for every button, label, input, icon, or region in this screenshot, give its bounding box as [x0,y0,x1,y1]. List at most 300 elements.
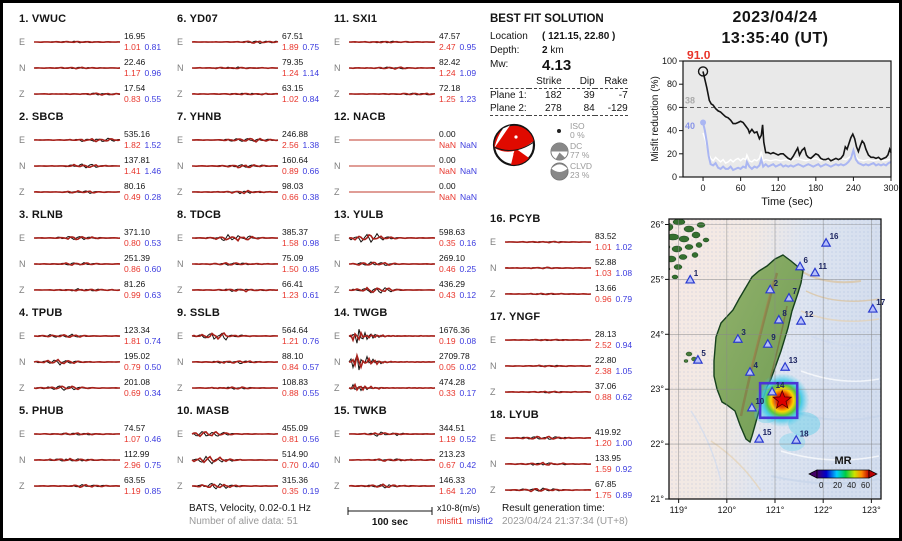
waveform-trace [32,179,122,205]
component-label: Z [334,383,340,393]
amplitude-value: 112.99 [124,449,150,459]
trace-row [490,379,642,405]
trace-values [280,325,329,347]
amplitude-value: 269.10 [439,253,465,263]
misfit2-value: 0.46 [144,434,162,444]
waveform-trace [347,349,437,375]
misfit-values [282,264,329,275]
misfit-values [439,336,486,347]
waveform-trace [347,81,437,107]
iso-value: 0 % [570,130,585,140]
waveform-trace [347,29,437,55]
misfit2-value: 0.85 [144,486,162,496]
misfit-values [282,434,329,445]
amplitude-value: 455.09 [282,423,308,433]
amplitude-value: 514.90 [282,449,308,459]
misfit1-value: 0.49 [124,192,141,202]
origin-time-panel [649,7,901,216]
amplitude-value: 67.85 [595,479,617,489]
svg-text:100: 100 [661,56,677,66]
trace-values [437,279,486,301]
trace-values [122,31,171,53]
trace-values [437,377,486,399]
misfit1-value: 0.70 [282,460,299,470]
station-block-twgb [334,303,486,401]
trace-row [490,353,642,379]
station-title: 1. VWUC [19,13,67,25]
misfit1-value: 1.64 [439,486,456,496]
amplitude-value: 1676.36 [439,325,470,335]
misfit-values [282,336,329,347]
misfit-values [124,336,171,347]
amplitude-value: 98.03 [282,181,304,191]
iso-dot-icon [555,127,563,135]
scalebar-label: 100 sec [371,517,409,528]
svg-text:123°: 123° [862,505,881,515]
component-label: E [177,135,184,145]
misfit1-value: 1.24 [439,68,456,78]
misfit1-value: 0.46 [439,264,456,274]
plane1-dip: 39 [583,90,595,101]
trace-values [437,423,486,445]
waveform-trace [347,251,437,277]
svg-text:40: 40 [685,120,696,131]
misfit-values [124,388,171,399]
trace-row [177,349,329,375]
component-label: E [490,335,497,345]
amplitude-value: 474.28 [439,377,465,387]
component-label: N [177,161,184,171]
trace-values [280,279,329,301]
component-label: Z [177,481,183,491]
component-label: Z [177,383,183,393]
misfit2-value: 0.40 [302,460,320,470]
location-value: ( 121.15, 22.80 ) [542,31,616,42]
dc-beachball-icon [550,142,569,161]
waveform-trace [32,447,122,473]
misfit2-value: 1.14 [302,68,320,78]
waveform-trace [190,225,280,251]
trace-values [593,427,642,449]
misfit1-value: 0.84 [282,362,299,372]
trace-row [334,447,486,473]
best-fit-solution-panel [490,13,642,209]
waveform-trace [190,421,280,447]
amplitude-value: 160.64 [282,155,308,165]
amplitude-value: 419.92 [595,427,621,437]
waveform-trace [32,375,122,401]
amplitude-value: 17.54 [124,83,146,93]
misfit2-value: 0.75 [144,460,162,470]
trace-values [280,377,329,399]
trace-values [122,155,171,177]
station-block-pcyb [490,209,642,307]
misfit1-value: 1.41 [124,166,141,176]
dc-label: DC [570,141,583,151]
filter-info: BATS, Velocity, 0.02-0.1 Hz [189,503,311,514]
focal-mechanism-beachball-icon [490,121,538,169]
misfit2-value: 1.09 [459,68,477,78]
amplitude-value: 535.16 [124,129,150,139]
mw-value: 4.13 [542,57,572,74]
misfit1-value: 1.23 [282,290,299,300]
component-label: N [19,161,26,171]
waveform-trace [503,379,593,405]
plane2-row [490,102,628,116]
amplitude-value: 195.02 [124,351,150,361]
component-label: Z [334,89,340,99]
rake-header: Rake [595,75,628,89]
misfit1-value: 0.33 [439,388,456,398]
trace-values [122,279,171,301]
svg-text:12: 12 [804,310,814,320]
misfit2-value: 0.95 [459,42,477,52]
station-title: 8. TDCB [177,209,222,221]
waveform-trace [347,179,437,205]
waveform-trace [32,277,122,303]
station-title: 2. SBCB [19,111,64,123]
trace-values [122,475,171,497]
misfit2-value: 0.74 [144,336,162,346]
component-label: N [490,459,497,469]
amplitude-value: 79.35 [282,57,304,67]
svg-text:15: 15 [762,428,772,438]
svg-text:4: 4 [753,361,758,371]
station-column-2 [177,9,329,499]
trace-row [19,473,171,499]
trace-row [177,179,329,205]
svg-text:16: 16 [829,232,839,242]
amplitude-value: 52.88 [595,257,617,267]
svg-text:7: 7 [792,287,797,297]
station-block-yhnb [177,107,329,205]
strike-header: Strike [529,75,562,89]
waveform-trace [347,473,437,499]
misfit1-value: 1.21 [282,336,299,346]
misfit2-value: 1.20 [459,486,477,496]
trace-row [19,447,171,473]
misfit2-value: 0.98 [302,238,320,248]
component-label: Z [19,383,25,393]
misfit-values [439,290,486,301]
misfit1-value: 1.75 [595,490,612,500]
trace-row [177,447,329,473]
misfit-values [282,362,329,373]
misfit-values [124,460,171,471]
trace-row [334,251,486,277]
waveform-trace [190,29,280,55]
misfit2-value: 0.79 [615,294,633,304]
amplitude-value: 22.80 [595,355,617,365]
waveform-trace [190,447,280,473]
waveform-trace [503,477,593,503]
component-label: N [334,357,341,367]
trace-row [334,29,486,55]
trace-values [280,155,329,177]
misfit1-value: 1.17 [124,68,141,78]
waveform-trace [32,55,122,81]
waveform-trace [347,153,437,179]
waveform-trace [503,255,593,281]
svg-text:20: 20 [833,481,842,490]
amplitude-value: 385.37 [282,227,308,237]
amplitude-value: 47.57 [439,31,461,41]
station-title: 15. TWKB [334,405,387,417]
plane2-dip: 84 [562,102,595,116]
component-label: Z [177,285,183,295]
component-label: N [177,63,184,73]
station-block-sslb [177,303,329,401]
svg-text:26°: 26° [651,219,664,230]
misfit2-value: 0.28 [144,192,162,202]
svg-text:300: 300 [883,183,899,193]
trace-row [177,421,329,447]
station-block-sxi1 [334,9,486,107]
misfit2-value: 1.00 [615,438,633,448]
misfit1-value: 1.19 [439,434,456,444]
misfit1-value: 0.86 [124,264,141,274]
misfit2-value: 0.89 [615,490,633,500]
trace-row [177,251,329,277]
misfit1-value: 0.88 [282,388,299,398]
trace-values [122,423,171,445]
misfit-values [282,140,329,151]
misfit1-value: 0.81 [282,434,299,444]
trace-values [280,475,329,497]
station-block-yulb [334,205,486,303]
station-block-rlnb [19,205,171,303]
nodal-plane-table [490,75,628,116]
waveform-trace [503,425,593,451]
svg-text:120: 120 [770,183,786,193]
misfit2-value: 0.34 [144,388,162,398]
misfit2-value: 1.38 [302,140,320,150]
component-label: E [177,37,184,47]
misfit1-value: 2.52 [595,340,612,350]
station-column-4 [490,9,642,503]
component-label: Z [19,89,25,99]
misfit1-value: 2.56 [282,140,299,150]
misfit-values [595,438,642,449]
component-label: E [334,233,341,243]
amplitude-value: 67.51 [282,31,304,41]
misfit2-value: 1.08 [615,268,633,278]
component-label: N [334,63,341,73]
waveform-trace [190,127,280,153]
amplitude-value: 28.13 [595,329,617,339]
amplitude-value: 213.23 [439,449,465,459]
station-title: 10. MASB [177,405,230,417]
misfit2-value: 0.96 [144,68,162,78]
misfit1-value: 0.05 [439,362,456,372]
misfit-values [439,486,486,497]
trace-values [122,253,171,275]
misfit-values [439,140,486,151]
time-scalebar [347,506,433,528]
misfit1-value: 0.43 [439,290,456,300]
component-label: Z [19,285,25,295]
misfit2-value: 0.02 [459,362,477,372]
misfit1-value: 1.50 [282,264,299,274]
component-label: Z [177,187,183,197]
trace-row [334,473,486,499]
station-title: 18. LYUB [490,409,539,421]
amplitude-value: 63.55 [124,475,146,485]
component-label: E [177,331,184,341]
trace-values [437,129,486,151]
trace-values [593,355,642,377]
svg-text:80: 80 [666,79,677,90]
amplitude-value: 75.09 [282,253,304,263]
svg-text:3: 3 [741,328,746,338]
misfit2-value: 0.62 [615,392,633,402]
misfit2-value: 0.17 [459,388,477,398]
amplitude-value: 0.00 [439,181,456,191]
trace-values [280,57,329,79]
trace-row [334,179,486,205]
misfit1-value: 0.79 [124,362,141,372]
component-label: Z [334,187,340,197]
misfit1-value: 1.82 [124,140,141,150]
waveform-trace [503,451,593,477]
component-label: Z [19,187,25,197]
misfit1-value: 1.25 [439,94,456,104]
waveform-trace [347,375,437,401]
station-title: 11. SXI1 [334,13,378,25]
misfit-values [595,464,642,475]
misfit1-value: 0.19 [439,336,456,346]
amplitude-value: 66.41 [282,279,304,289]
svg-text:60: 60 [666,102,677,113]
component-label: N [19,357,26,367]
waveform-trace [347,323,437,349]
trace-values [437,253,486,275]
misfit2-value: 0.75 [302,42,320,52]
svg-text:40: 40 [666,125,677,136]
dip-header: Dip [562,75,595,89]
station-block-tdcb [177,205,329,303]
svg-text:5: 5 [701,349,706,359]
trace-row [177,55,329,81]
svg-text:121°: 121° [765,505,785,515]
trace-values [280,181,329,203]
misfit1-value: 0.96 [595,294,612,304]
misfit2-value: 0.08 [459,336,477,346]
result-time-value: 2023/04/24 21:37:34 (UT+8) [502,516,628,527]
scalebar-icon [347,506,433,516]
misfit1-value: 1.59 [595,464,612,474]
svg-text:60: 60 [735,183,746,193]
amplitude-value: 74.57 [124,423,146,433]
component-label: E [490,433,497,443]
component-label: E [19,233,26,243]
misfit-values [124,94,171,105]
trace-row [19,127,171,153]
misfit-values [595,366,642,377]
amplitude-value: 2709.78 [439,351,470,361]
misfit2-value: 0.94 [615,340,633,350]
svg-text:21°: 21° [651,494,664,504]
trace-row [334,421,486,447]
amplitude-value: 201.08 [124,377,150,387]
svg-text:38: 38 [685,95,696,106]
waveform-trace [32,81,122,107]
trace-row [19,55,171,81]
svg-text:13: 13 [788,356,798,366]
station-block-tpub [19,303,171,401]
svg-text:8: 8 [782,309,787,319]
misfit1-value: 1.19 [124,486,141,496]
component-label: Z [490,387,496,397]
trace-row [334,225,486,251]
trace-row [334,323,486,349]
trace-values [122,377,171,399]
waveform-trace [32,153,122,179]
component-label: N [334,259,341,269]
component-label: N [19,63,26,73]
waveform-trace [503,327,593,353]
trace-values [437,449,486,471]
trace-values [122,129,171,151]
amplitude-value: 88.10 [282,351,304,361]
trace-row [177,127,329,153]
misfit1-value: 0.35 [439,238,456,248]
misfit-values [124,238,171,249]
amplitude-value: 371.10 [124,227,150,237]
component-label: N [334,455,341,465]
station-map [651,211,899,532]
amplitude-value: 246.88 [282,129,308,139]
misfit-values [282,388,329,399]
component-label: E [19,429,26,439]
amplitude-value: 83.52 [595,231,617,241]
svg-text:23°: 23° [651,384,664,395]
misfit-values [439,68,486,79]
trace-row [177,277,329,303]
amplitude-units: x10-8(m/s) [437,503,481,513]
amplitude-value: 0.00 [439,129,456,139]
trace-values [593,257,642,279]
plane1-label: Plane 1: [490,90,527,101]
misfit1-value: NaN [439,192,457,202]
misfit1-value: 1.01 [124,42,141,52]
svg-text:24°: 24° [651,329,664,340]
misfit1-value: 0.67 [439,460,456,470]
misfit2-value: 0.25 [459,264,477,274]
misfit1-value: 1.07 [124,434,141,444]
component-label: E [334,37,341,47]
amplitude-value: 82.42 [439,57,461,67]
svg-text:40: 40 [847,481,856,490]
trace-values [437,155,486,177]
misfit1-legend: misfit1 [437,516,464,526]
component-label: Z [177,89,183,99]
misfit2-value: 0.38 [302,192,320,202]
misfit-values [439,166,486,177]
trace-row [19,251,171,277]
misfit2-value: 0.19 [302,486,320,496]
misfit1-value: 1.20 [595,438,612,448]
svg-text:Time (sec): Time (sec) [761,196,813,208]
trace-values [280,449,329,471]
misfit1-value: NaN [439,166,457,176]
component-label: Z [334,481,340,491]
trace-row [19,81,171,107]
misfit-values [595,294,642,305]
misfit2-value: 0.57 [302,362,320,372]
station-title: 4. TPUB [19,307,63,319]
trace-row [490,327,642,353]
